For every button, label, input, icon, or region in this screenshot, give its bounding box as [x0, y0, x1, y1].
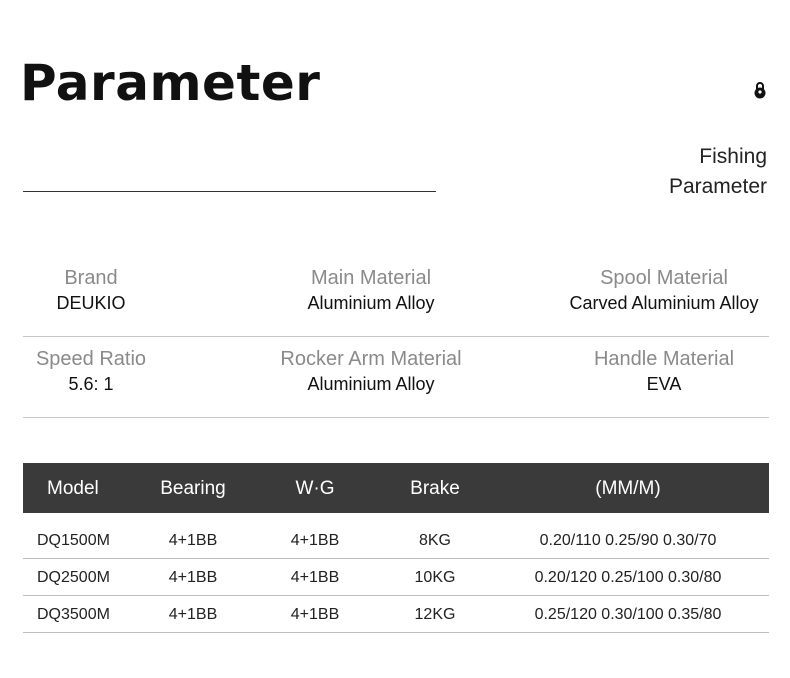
spec-row: [23, 255, 769, 337]
cell-model: DQ3500M: [37, 606, 110, 623]
spec-spool-material: [559, 255, 769, 315]
spec-value: DEUKIO: [56, 293, 126, 313]
title-divider: [23, 191, 436, 192]
cell-brake: 10KG: [414, 569, 456, 586]
spec-value: 5.6: 1: [68, 374, 114, 394]
spec-label: Spool Material: [600, 267, 728, 289]
cell-wg: 4+1BB: [290, 569, 340, 586]
cell-brake: 12KG: [414, 606, 456, 623]
column-header-model: Model: [47, 478, 99, 499]
cell-model: DQ1500M: [37, 532, 110, 549]
cell-line-capacity: 0.25/120 0.30/100 0.35/80: [534, 606, 722, 623]
spec-main-material: [271, 255, 471, 315]
column-header-line-capacity: (MM/M): [595, 478, 661, 499]
cell-brake: 8KG: [418, 532, 451, 549]
cell-model: DQ2500M: [37, 569, 110, 586]
spec-label: Handle Material: [593, 348, 735, 370]
subtitle-line-1: Fishing: [699, 145, 767, 168]
cell-bearing: 4+1BB: [168, 569, 218, 586]
spec-brand: [23, 255, 159, 315]
cell-bearing: 4+1BB: [168, 532, 218, 549]
spec-row: [23, 336, 769, 418]
subtitle: [669, 142, 767, 202]
cell-line-capacity: 0.20/120 0.25/100 0.30/80: [534, 569, 722, 586]
spec-speed-ratio: [23, 336, 159, 396]
spec-rocker-arm-material: [266, 336, 476, 396]
table-row: [23, 522, 769, 559]
column-header-bearing: Bearing: [160, 478, 226, 499]
cell-line-capacity: 0.20/110 0.25/90 0.30/70: [539, 532, 717, 549]
column-header-wg: W·G: [295, 478, 335, 499]
cell-wg: 4+1BB: [290, 532, 340, 549]
table-header: [23, 463, 769, 513]
table-row: [23, 596, 769, 633]
cell-wg: 4+1BB: [290, 606, 340, 623]
table-row: [23, 559, 769, 596]
spec-value: Aluminium Alloy: [307, 293, 435, 313]
spec-label: Main Material: [310, 267, 432, 289]
spec-label: Brand: [64, 267, 118, 289]
page-title: Parameter: [20, 54, 321, 112]
subtitle-line-2: Parameter: [668, 175, 767, 198]
spec-value: Carved Aluminium Alloy: [569, 293, 759, 313]
column-header-brake: Brake: [410, 478, 460, 499]
lock-icon: [753, 80, 767, 100]
spec-value: EVA: [646, 374, 682, 394]
cell-bearing: 4+1BB: [168, 606, 218, 623]
spec-label: Speed Ratio: [35, 348, 147, 370]
model-table: [23, 463, 769, 633]
spec-handle-material: [559, 336, 769, 396]
spec-value: Aluminium Alloy: [307, 374, 435, 394]
spec-label: Rocker Arm Material: [280, 348, 462, 370]
